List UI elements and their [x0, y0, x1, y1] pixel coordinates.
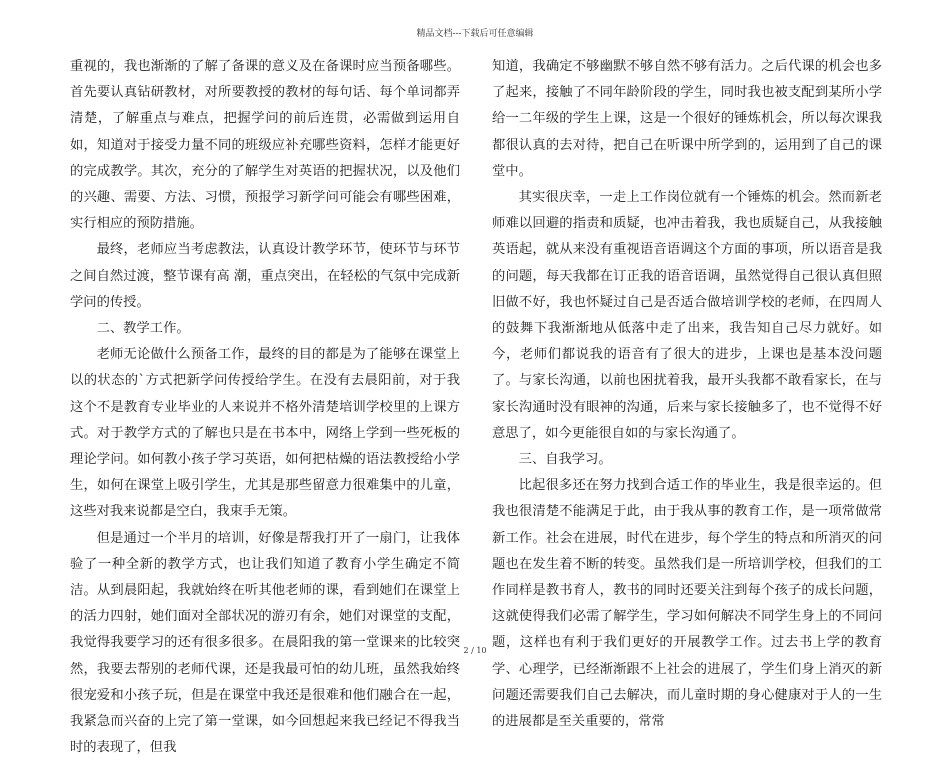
paragraph: 但是通过一个半月的培训，好像是帮我打开了一扇门，让我体验了一种全新的教学方式，也让我们知道了教育小学生确定不简洁。从到晨阳起，我就始终在听其他老师的课，看到她们在课堂上的活力四射，她们面对全部状况的游刃有余，她们对课堂的支配，我觉得我要学习的还有很多很多。在晨阳我的第一堂课来的比较突然，我要去帮别的老师代课，还是我最可怕的幼儿班，虽然我始终很宠爱和小孩子玩，但是在课堂中我还是很难和他们融合在一起，我紧急而兴奋的上完了第一堂课，如今回想起来我已经记不得我当时的表现了，但我	[70, 530, 460, 756]
right-column	[492, 54, 882, 735]
paragraph: 最终，老师应当考虑教法，认真设计教学环节，使环节与环节之间自然过渡，整节课有高 潮，重点突出，在轻松的气氛中完成新学问的传授。	[70, 242, 460, 310]
paragraph: 比起很多还在努力找到合适工作的毕业生，我是很幸运的。但我也很清楚不能满足于此，由于我从事的教育工作，是一项常做常新工作。社会在进展，时代在进步，每个学生的特点和所消灭的问题也在发生着不断的转变。虽然我们是一所培训学校，但我们的工作同样是教书育人，教书的同时还要关注到每个孩子的成长问题，这就使得我们必需了解学生，学习如何解决不同学生身上的不同问题，这样也有利于我们更好的开展教学工作。过去书上学的教育学、心理学，已经渐渐跟不上社会的进展了，学生们身上消灭的新问题还需要我们自己去解决，而儿童时期的身心健康对于人的一生的进展都是至关重要的，常常	[492, 478, 882, 730]
page-header: 精品文档---下载后可任意编辑	[416, 29, 534, 39]
paragraph: 其实很庆幸，一走上工作岗位就有一个锤炼的机会。然而新老师难以回避的指责和质疑，也冲击着我，我也质疑自己，从我接触英语起，就从来没有重视语音语调这个方面的事项，所以语音是我的问题，每天我都在订正我的语音语调，虽然觉得自己很认真但照旧做不好，我也怀疑过自己是否适合做培训学校的老师，在四周人的鼓舞下我渐渐地从低落中走了出来，我告知自己尽力就好。如今，老师们都说我的语音有了很大的进步，上课也是基本没问题了。与家长沟通，以前也困扰着我，最开头我都不敢看家长，在与家长沟通时没有眼神的沟通，后来与家长接触多了，也不觉得不好意思了，如今更能很自如的与家长沟通了。	[492, 190, 882, 441]
paragraph: 老师无论做什么预备工作，最终的目的都是为了能够在课堂上以的状态的`方式把新学问传授给学生。在没有去晨阳前，对于我这个不是教育专业毕业的人来说并不格外清楚培训学校里的上课方式。对于教学方式的了解也只是在书本中，网络上学到一些死板的理论学问。如何教小孩子学习英语，如何把枯燥的语法教授给小学生，如何在课堂上吸引学生，尤其是那些留意力很难集中的儿童，这些对我来说都是空白，我束手无策。	[70, 347, 460, 520]
paragraph: 知道，我确定不够幽默不够自然不够有活力。之后代课的机会也多了起来，接触了不同年龄阶段的学生，同时我也被支配到某所小学给一二年级的学生上课，这是一个很好的锤炼机会，所以每次课我都很认真的去对待，把自己在听课中所学到的，运用到了自己的课堂中。	[492, 59, 882, 179]
section-heading: 二、教学工作。	[96, 321, 190, 337]
page-number: 2 / 10	[463, 646, 487, 655]
paragraph: 重视的，我也渐渐的了解了备课的意义及在备课时应当预备哪些。首先要认真钻研教材，对所要教授的教材的每句话、每个单词都弄清楚，了解重点与难点，把握学问的前后连贯，必需做到运用自如，知道对于接受力量不同的班级应补充哪些资料，怎样才能更好的完成教学。其次，充分的了解学生对英语的把握状况，以及他们的兴趣、需要、方法、习惯，预报学习新学问可能会有哪些困难，实行相应的预防措施。	[70, 59, 460, 232]
section-heading: 三、自我学习。	[518, 452, 612, 468]
